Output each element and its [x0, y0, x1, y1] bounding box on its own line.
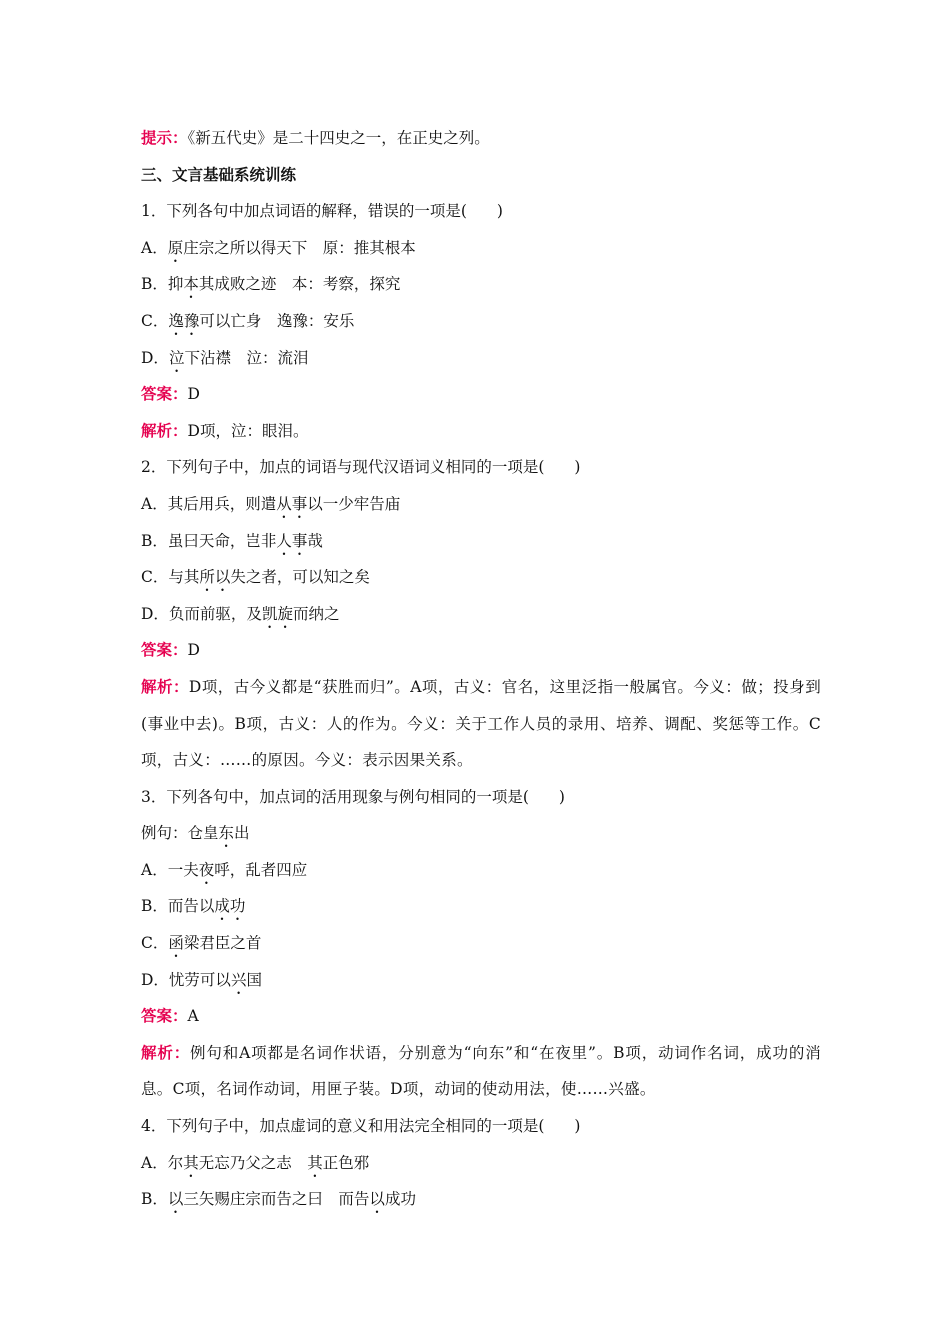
- option-text: 梁君臣之首: [183, 934, 262, 953]
- option-prefix: D．负而前驱，及: [141, 604, 262, 623]
- option-prefix: C．: [141, 934, 169, 953]
- dotted-word: 逸豫: [168, 311, 200, 330]
- option-prefix: A．一夫: [141, 860, 199, 879]
- section-title: 三、文言基础系统训练: [141, 164, 297, 184]
- dotted-word: 人事: [276, 531, 308, 550]
- q2-stem: [141, 449, 821, 486]
- q3-example: [141, 815, 821, 852]
- option-prefix: B．抑: [141, 275, 184, 294]
- option-text: 无忘乃父之志: [198, 1153, 308, 1172]
- q2-analysis: [141, 669, 821, 779]
- option-text: 正色邪: [322, 1153, 370, 1172]
- analysis-label: 解析：: [141, 420, 188, 440]
- q2-option-c: [141, 559, 821, 596]
- answer-value: A: [187, 1007, 199, 1026]
- analysis-label: 解析：: [141, 1042, 191, 1062]
- option-text: 失之者，可以知之矣: [230, 568, 370, 587]
- q2-option-d: [141, 596, 821, 633]
- dotted-word: 东: [218, 824, 235, 843]
- q2-answer: [141, 632, 821, 669]
- q4-stem: [141, 1108, 821, 1145]
- analysis-label: 解析：: [141, 676, 189, 696]
- q2-option-a: [141, 486, 821, 523]
- dotted-word: 泣: [168, 348, 185, 367]
- q3-option-a: [141, 852, 821, 889]
- analysis-text: D项，泣：眼泪。: [187, 421, 309, 440]
- option-prefix: A．其后用兵，则遣: [141, 494, 277, 513]
- option-text: 国: [246, 970, 262, 989]
- q3-option-d: [141, 962, 821, 999]
- dotted-word: 凯旋: [261, 604, 293, 623]
- analysis-text: D项，古今义都是“获胜而归”。A项，古义：官名，这里泛指一般属官。今义：做；投身到(事业中去)。B项，古义：人的作为。今义：关于工作人员的录用、培养、调配、奖惩等工作。C项，古义：……的原因。今义：表示因果关系。: [141, 677, 821, 770]
- option-prefix: C．与其: [141, 568, 200, 587]
- example-text: 出: [234, 824, 250, 843]
- option-prefix: A．: [141, 238, 168, 257]
- option-prefix: D．忧劳可以: [141, 970, 231, 989]
- option-prefix: C．: [141, 311, 169, 330]
- dotted-word: 成功: [214, 897, 246, 916]
- dotted-word: 以: [167, 1190, 184, 1209]
- q4-stem-close: ): [574, 1117, 581, 1136]
- document-page: [141, 120, 821, 1218]
- answer-label: 答案：: [141, 640, 188, 660]
- answer-value: D: [187, 641, 200, 660]
- q3-analysis: [141, 1035, 821, 1108]
- q1-answer: [141, 376, 821, 413]
- dotted-word: 本: [183, 275, 199, 294]
- option-text: 哉: [307, 531, 323, 550]
- q3-answer: [141, 998, 821, 1035]
- option-text: 成功: [384, 1190, 416, 1209]
- hint-label: 提示：: [141, 128, 188, 147]
- option-text: 其成败之迹 本：考察，探究: [198, 275, 401, 294]
- answer-value: D: [187, 385, 200, 404]
- q3-option-b: [141, 888, 821, 925]
- q4-option-b: [141, 1181, 821, 1218]
- q1-stem: [141, 193, 821, 230]
- option-prefix: B．而告以: [141, 897, 215, 916]
- dotted-word: 函: [168, 934, 184, 953]
- option-text: 可以亡身 逸豫：安乐: [199, 311, 355, 330]
- dotted-word: 夜: [198, 860, 215, 879]
- hint-line: [141, 120, 821, 157]
- option-text: 呼，乱者四应: [214, 860, 308, 879]
- dotted-word: 原: [167, 238, 184, 257]
- answer-label: 答案：: [141, 384, 188, 404]
- q2-stem-close: ): [574, 458, 581, 477]
- option-text: 庄宗之所以得天下 原：推其根本: [183, 238, 416, 257]
- option-text: 三矢赐庄宗而告之曰 而告: [183, 1190, 370, 1209]
- q1-option-c: [141, 303, 821, 340]
- option-prefix: B．虽曰天命，岂非: [141, 531, 277, 550]
- q3-stem-close: ): [558, 787, 565, 806]
- q1-stem-text: 1．下列各句中加点词语的解释，错误的一项是(: [141, 202, 467, 221]
- option-text: 下沾襟 泣：流泪: [184, 348, 309, 367]
- option-prefix: B．: [141, 1190, 168, 1209]
- q1-option-b: [141, 266, 821, 303]
- q3-stem-text: 3．下列各句中，加点词的活用现象与例句相同的一项是(: [141, 787, 529, 806]
- q1-analysis: [141, 413, 821, 450]
- option-text: 而纳之: [292, 604, 340, 623]
- q1-stem-close: ): [496, 202, 503, 221]
- analysis-text: 例句和A项都是名词作状语，分别意为“向东”和“在夜里”。B项，动词作名词，成功的消息。C项，名词作动词，用匣子装。D项，动词的使动用法，使……兴盛。: [141, 1043, 821, 1099]
- example-prefix: 例句：仓皇: [141, 824, 219, 843]
- dotted-word: 其: [307, 1153, 323, 1172]
- dotted-word: 所以: [199, 568, 231, 587]
- dotted-word: 兴: [230, 970, 247, 989]
- q2-option-b: [141, 523, 821, 560]
- option-text: 以一少牢告庙: [307, 494, 401, 513]
- q4-option-a: [141, 1145, 821, 1182]
- q3-option-c: [141, 925, 821, 962]
- option-prefix: D．: [141, 348, 169, 367]
- q3-stem: [141, 779, 821, 816]
- q1-option-a: [141, 230, 821, 267]
- q2-stem-text: 2．下列句子中，加点的词语与现代汉语词义相同的一项是(: [141, 458, 545, 477]
- dotted-word: 以: [369, 1190, 385, 1209]
- hint-text: 《新五代史》是二十四史之一，在正史之列。: [187, 129, 490, 147]
- q4-stem-text: 4．下列句子中，加点虚词的意义和用法完全相同的一项是(: [141, 1117, 545, 1136]
- answer-label: 答案：: [141, 1006, 188, 1026]
- q1-option-d: [141, 340, 821, 377]
- dotted-word: 从事: [276, 494, 308, 513]
- option-prefix: A．尔: [141, 1153, 184, 1172]
- dotted-word: 其: [183, 1153, 199, 1172]
